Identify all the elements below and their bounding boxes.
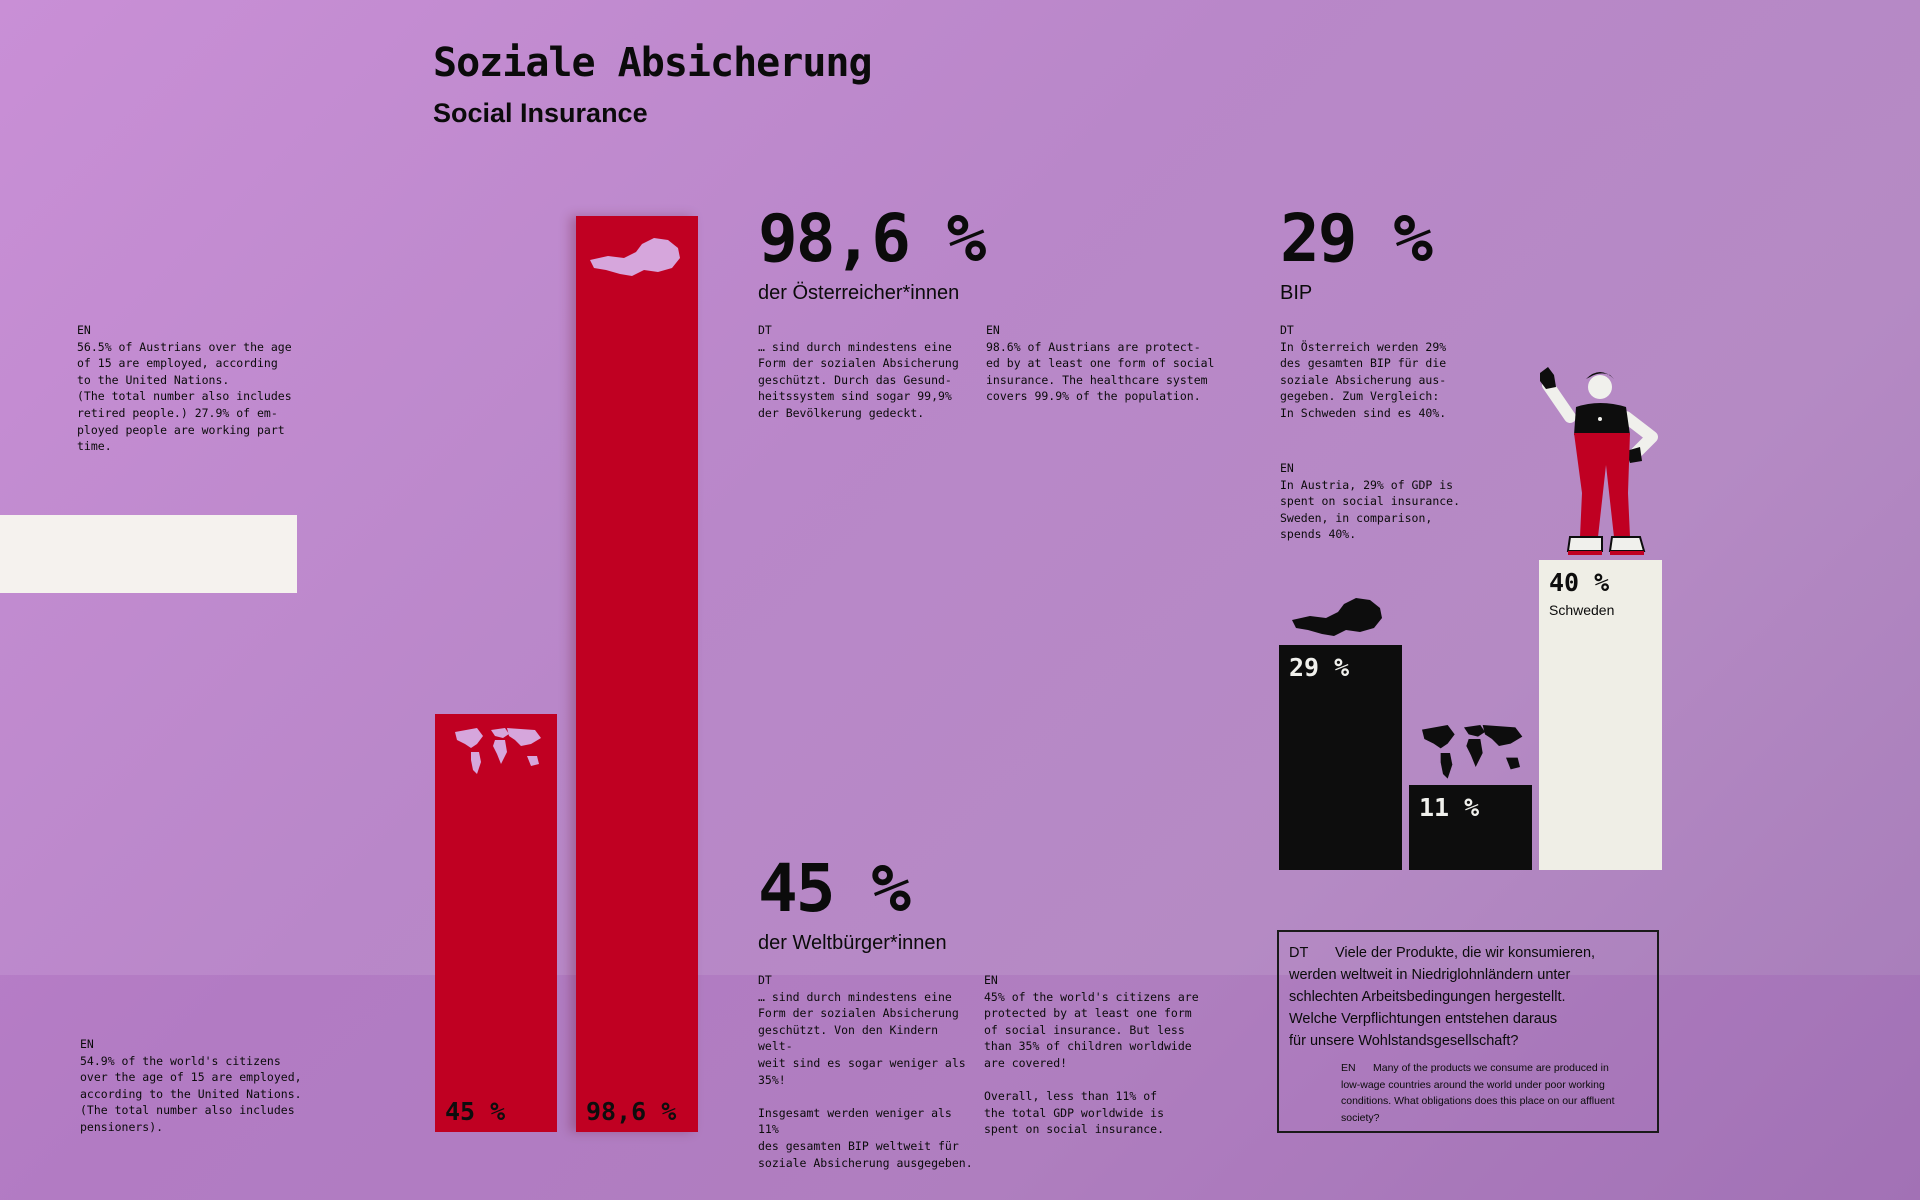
stat-gdp-en-lang: EN [1280, 461, 1294, 475]
page-title: Soziale Absicherung [433, 40, 872, 86]
bar-sweden-gdp-sublabel: Schweden [1549, 602, 1615, 618]
world-map-icon [447, 722, 547, 782]
stat-world-en-text: 45% of the world's citizens are protected by at least one form of social insurance. But less than 35% of children worldwide are covered! Overall, less than 11% of the total GDP worldwide is spent on social insurance. [984, 989, 1199, 1137]
stat-world-label: der Weltbürger*innen [758, 932, 947, 954]
stat-austria-en-lang: EN [986, 323, 1000, 337]
stat-world-en [984, 972, 1204, 1138]
stat-austria [758, 200, 985, 305]
question-dt-text: Viele der Produkte, die wir konsumieren, werden weltweit in Niedriglohnländern unter schlechten Arbeitsbedingungen hergestellt. Welche Verpflichtungen entstehen daraus für unsere Wohlstandsgesellschaft? [1289, 945, 1596, 1049]
stat-austria-dt [758, 322, 968, 422]
bar-world-gdp-label: 11 % [1419, 793, 1480, 822]
question-box [1277, 930, 1659, 1133]
question-en-lang: EN [1341, 1062, 1356, 1074]
question-dt-lang: DT [1289, 945, 1309, 961]
world-map-icon [1408, 718, 1534, 788]
stat-austria-value: 98,6 % [758, 200, 985, 277]
stat-austria-en [986, 322, 1216, 405]
note-bottom-lang: EN [80, 1037, 94, 1051]
stat-gdp-label: BIP [1280, 282, 1313, 304]
stat-gdp-dt [1280, 322, 1480, 422]
bar-austria-label: 98,6 % [586, 1097, 677, 1126]
stat-world-value: 45 % [758, 850, 909, 927]
bar-world [435, 714, 557, 1132]
bar-sweden-gdp [1539, 560, 1662, 870]
bar-austria-gdp-label: 29 % [1289, 653, 1350, 682]
bar-sweden-gdp-label: 40 % [1549, 568, 1610, 597]
stat-gdp-dt-text: In Österreich werden 29% des gesamten BIP für die soziale Absicherung aus- gegeben. Zum Vergleich: In Schweden sind es 40%. [1280, 339, 1447, 420]
stat-gdp-value: 29 % [1280, 200, 1431, 277]
page-subtitle: Social Insurance [433, 98, 648, 128]
note-bottom-text: 54.9% of the world's citizens over the age of 15 are employed, according to the United Nations. (The total number also includes pensioners). [80, 1053, 302, 1134]
stat-austria-label: der Österreicher*innen [758, 282, 960, 304]
stat-austria-en-text: 98.6% of Austrians are protect- ed by at least one form of social insurance. The healthcare system covers 99.9% of the population. [986, 339, 1215, 404]
bar-austria [576, 216, 698, 1132]
person-illustration [1530, 365, 1665, 560]
austria-map-icon [1290, 590, 1390, 645]
stat-austria-dt-text: … sind durch mindestens eine Form der sozialen Absicherung geschützt. Durch das Gesund- heitssystem sind sogar 99,9% der Bevölkerung gedeckt. [758, 339, 959, 420]
stat-gdp [1280, 200, 1431, 305]
stat-austria-dt-lang: DT [758, 323, 772, 337]
stat-world [758, 850, 947, 955]
note-bottom [80, 1036, 310, 1136]
stat-world-dt [758, 972, 978, 1171]
note-top-text: 56.5% of Austrians over the age of 15 are employed, according to the United Nations. (The total number also includes retired people.) 27.9% of em- ployed people are working part time. [77, 339, 292, 454]
bar-austria-gdp [1279, 645, 1402, 870]
bar-world-label: 45 % [445, 1097, 506, 1126]
note-top [77, 322, 297, 455]
stat-world-dt-lang: DT [758, 973, 772, 987]
austria-map-icon [588, 226, 686, 286]
stat-world-en-lang: EN [984, 973, 998, 987]
note-top-lang: EN [77, 323, 91, 337]
bar-world-gdp [1409, 785, 1532, 870]
stat-gdp-en [1280, 460, 1480, 543]
white-panel [0, 515, 297, 593]
stat-gdp-dt-lang: DT [1280, 323, 1294, 337]
stat-gdp-en-text: In Austria, 29% of GDP is spent on social insurance. Sweden, in comparison, spends 40%. [1280, 477, 1461, 542]
question-en-text: Many of the products we consume are produced in low-wage countries around the world under poor working conditions. What obligations does this place on our affluent society? [1341, 1062, 1615, 1124]
stat-world-dt-text: … sind durch mindestens eine Form der sozialen Absicherung geschützt. Von den Kindern welt- weit sind es sogar weniger als 35%! Insgesamt werden weniger als 11% des gesamten BIP weltweit für soziale Absicherung ausgegeben. [758, 989, 973, 1170]
